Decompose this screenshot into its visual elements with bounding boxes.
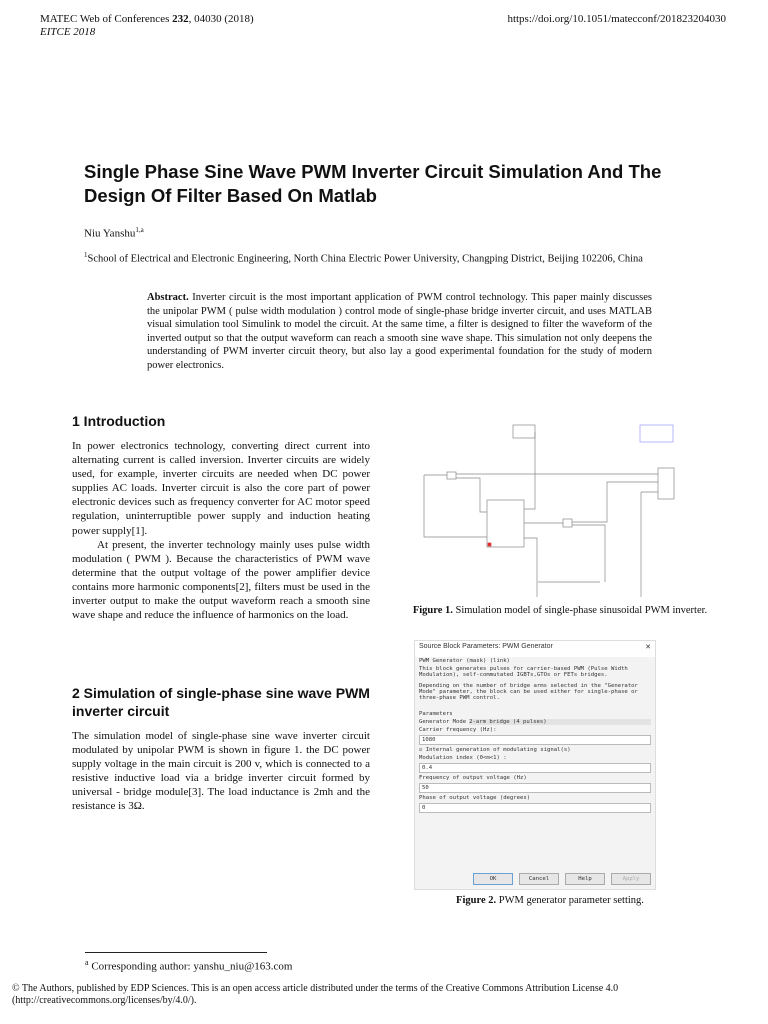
conference-name: EITCE 2018 (40, 26, 96, 38)
generator-mode-row (415, 718, 655, 726)
output-phase-input[interactable]: 0 (419, 803, 651, 813)
footnote-text: Corresponding author: yanshu_niu@163.com (88, 960, 293, 973)
generator-mode-value: 2-arm bridge (4 pulses) (469, 719, 547, 725)
affiliation-sup: 1 (84, 251, 88, 259)
figure-1-label: Figure 1. (412, 605, 453, 616)
journal-name: MATEC Web of Conferences (40, 13, 173, 25)
figure-2-caption-text: PWM generator parameter setting. (496, 895, 644, 906)
figure-2-caption (400, 894, 700, 907)
carrier-frequency-label: Carrier frequency (Hz): (419, 727, 497, 733)
paragraph: The simulation model of single-phase sine wave inverter circuit modulated by unipolar PWM is shown in figure 1. the DC power supply voltage in the main circuit is 200 v, which is connected to a resistive inductive load via a bridge inverter circuit formed by universal - bridge module[3]. The load inductance is 2mh and the resistance is 3Ω. (72, 730, 370, 813)
doi-link[interactable]: https://doi.org/10.1051/matecconf/201823204030 (507, 13, 726, 25)
output-frequency-input[interactable]: 50 (419, 783, 651, 793)
dialog-buttons (415, 873, 655, 885)
author-sup: 1,a (135, 226, 144, 234)
abstract (147, 291, 652, 373)
affiliation-text: School of Electrical and Electronic Engineering, North China Electric Power University, Changping District, Beijing 102206, China (87, 253, 643, 265)
footnote-sup: a (85, 958, 89, 967)
pwm-generator-block (513, 425, 535, 438)
dialog-titlebar (415, 641, 655, 657)
universal-bridge-block (487, 500, 524, 547)
footnote (85, 958, 292, 973)
generator-mode-select[interactable] (469, 719, 651, 725)
footnote-divider (85, 952, 267, 953)
internal-generation-label: Internal generation of modulating signal(s) (425, 747, 571, 753)
close-icon[interactable]: ✕ (645, 644, 651, 651)
ok-button[interactable]: OK (473, 873, 513, 885)
dialog-description-1: This block generates pulses for carrier-based PWM (Pulse Width Modulation), self-commutated IGBTs,GTOs or FETs bridges. (419, 666, 628, 678)
paragraph: At present, the inverter technology mainly uses pulse width modulation ( PWM ). Because the characteristics of PWM wave determine that the output voltage of the power amplifier device contains more harmonic components[2], filters must be used in the inverter output to make the output waveform reach a smooth sine wave shape and reduce the influence of harmonics on the load. (72, 538, 370, 622)
current-measurement-block (447, 472, 456, 479)
checkbox-checked-icon[interactable]: ☑ (419, 747, 423, 753)
pwm-generator-dialog (414, 640, 656, 890)
modulation-index-input[interactable]: 0.4 (419, 763, 651, 773)
paragraph: In power electronics technology, converting direct current into alternating current is called inversion. Inverter circuits are widely used, for example, inverter circuits are needed when DC power supplies AC loads. Inverter circuit is also the core part of power electronic devices such as frequency converter for AC motor speed regulation, uninterruptible power supply and induction heating power supply[1]. (72, 440, 370, 537)
parameters-label: Parameters (419, 711, 453, 717)
section-heading-introduction: 1 Introduction (72, 413, 166, 429)
author-name: Niu Yanshu (84, 227, 136, 240)
output-frequency-label: Frequency of output voltage (Hz) (419, 775, 527, 781)
cancel-button[interactable]: Cancel (519, 873, 559, 885)
figure-1-caption-text: Simulation model of single-phase sinusoidal PWM inverter. (452, 605, 708, 616)
figure-1-caption (400, 604, 720, 617)
figure-2-label: Figure 2. (456, 895, 497, 906)
dialog-title: Source Block Parameters: PWM Generator (419, 643, 553, 650)
mask-link-line: PWM Generator (mask) (link) (419, 658, 510, 664)
voltage-measurement-block (563, 519, 572, 527)
figure-1-simulink-model (410, 412, 700, 602)
powergui-block (640, 425, 673, 442)
generator-mode-label: Generator Mode (419, 719, 467, 725)
carrier-frequency-input[interactable]: 1080 (419, 735, 651, 745)
scope-block (658, 468, 674, 499)
journal-header (40, 13, 254, 25)
simulation-body (72, 729, 370, 814)
citation: , 04030 (2018) (188, 13, 254, 25)
dialog-description-2: Depending on the number of bridge arms selected in the "Generator Mode" parameter, the block can be used either for single-phase or three-phase PWM control. (419, 683, 638, 701)
author (84, 226, 144, 240)
abstract-label: Abstract. (147, 292, 189, 303)
paper-title: Single Phase Sine Wave PWM Inverter Circuit Simulation And The Design Of Filter Based On Matlab (84, 161, 662, 206)
affiliation (84, 251, 643, 265)
section-heading-simulation: 2 Simulation of single-phase sine wave PWM inverter circuit (72, 685, 370, 719)
introduction-body (72, 439, 370, 622)
license-notice: © The Authors, published by EDP Sciences. This is an open access article distributed under the terms of the Creative Commons Attribution License 4.0 (http://creativecommons.org/licenses/by/4.0/). (12, 983, 619, 1006)
apply-button[interactable]: Apply (611, 873, 651, 885)
volume: 232 (172, 13, 189, 25)
internal-generation-row (415, 746, 655, 754)
abstract-text: Inverter circuit is the most important application of PWM control technology. This paper mainly discusses the unipolar PWM ( pulse width modulation ) control mode of single-phase bridge inverter circuit, and uses MATLAB visual simulation tool Simulink to model the circuit. At the same time, a filter is designed to filter the waveform of the inverted output so that the output waveform can reach a smooth sine wave shape. This simulation not only deepens the understanding of PWM inverter circuit theory, but also lay a good experimental foundation for the study of modern power electronics. (147, 292, 652, 371)
modulation-index-label: Modulation index (0<m<1) : (419, 755, 507, 761)
help-button[interactable]: Help (565, 873, 605, 885)
output-phase-label: Phase of output voltage (degrees) (419, 795, 531, 801)
